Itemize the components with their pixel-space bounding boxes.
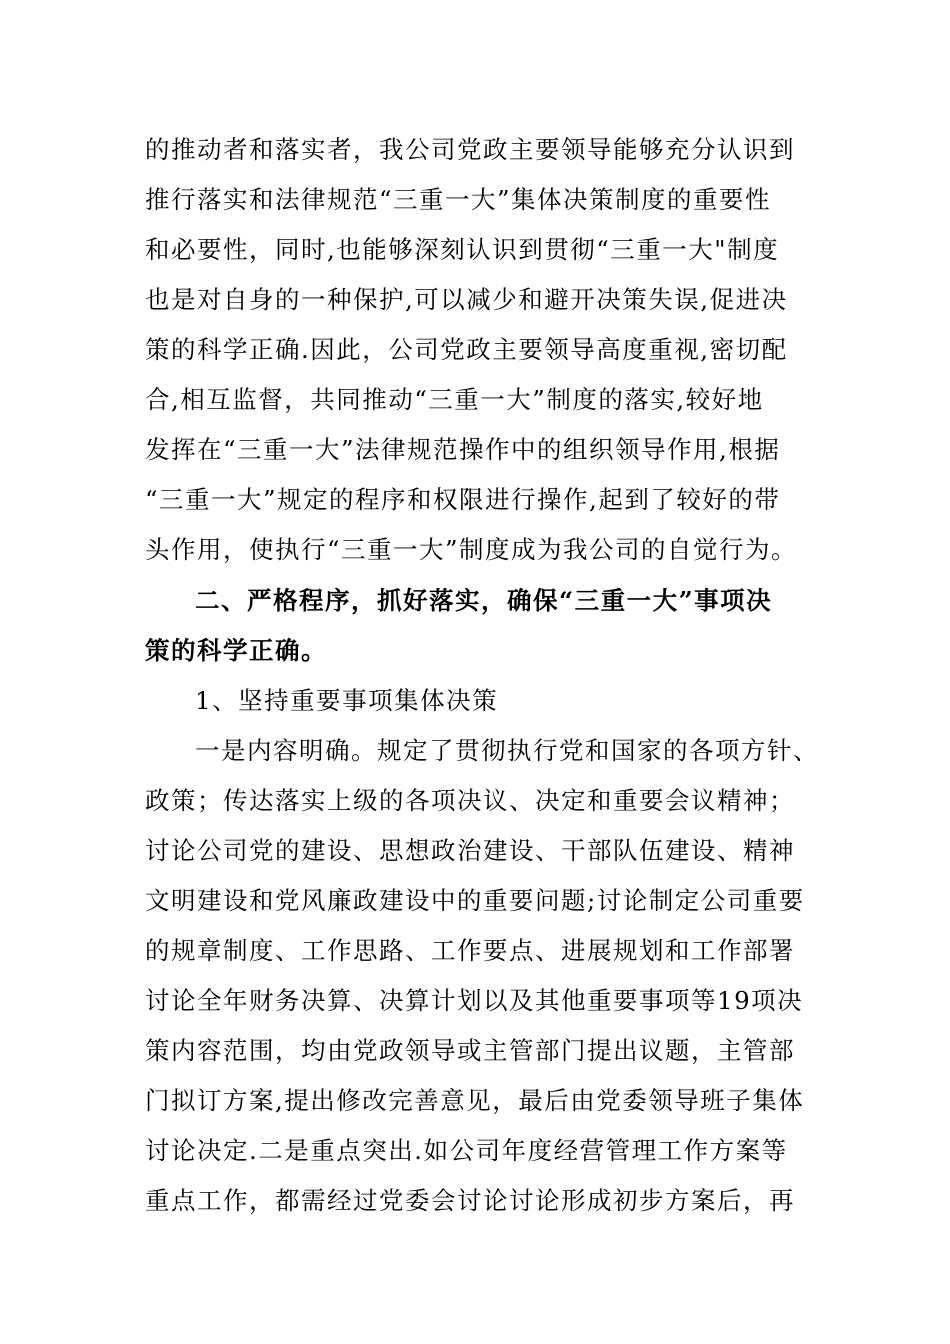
body-text-line: 一是内容明确。规定了贯彻执行党和国家的各项方针、	[195, 736, 819, 765]
body-text-line: 讨论全年财务决算、决算计划以及其他重要事项等19项决	[145, 986, 804, 1015]
section-heading-continuation: 策的科学正确。	[145, 636, 327, 665]
body-text-line: “三重一大”规定的程序和权限进行操作,起到了较好的带	[145, 485, 781, 514]
subsection-heading: 1、坚持重要事项集体决策	[195, 686, 499, 715]
body-text-line: 策的科学正确.因此，公司党政主要领导高度重视,密切配	[145, 335, 788, 364]
body-text-line: 推行落实和法律规范“三重一大”集体决策制度的重要性	[145, 185, 772, 214]
body-text-line: 合,相互监督，共同推动“三重一大”制度的落实,较好地	[145, 385, 764, 414]
body-text-line: 的推动者和落实者，我公司党政主要领导能够充分认识到	[145, 135, 795, 164]
body-text-line: 政策；传达落实上级的各项决议、决定和重要会议精神；	[145, 786, 795, 815]
body-text-line: 头作用，使执行“三重一大”制度成为我公司的自觉行为。	[145, 535, 798, 564]
body-text-line: 讨论决定.二是重点突出.如公司年度经营管理工作方案等	[145, 1136, 788, 1165]
section-heading: 二、严格程序，抓好落实，确保“三重一大”事项决	[195, 586, 773, 615]
body-text-line: 发挥在“三重一大”法律规范操作中的组织领导作用,根据	[145, 435, 781, 464]
body-text-line: 门拟订方案,提出修改完善意见，最后由党委领导班子集体	[145, 1086, 805, 1115]
body-text-line: 也是对自身的一种保护,可以减少和避开决策失误,促进决	[145, 285, 788, 314]
body-text-line: 讨论公司党的建设、思想政治建设、干部队伍建设、精神	[145, 836, 795, 865]
body-text-line: 重点工作，都需经过党委会讨论讨论形成初步方案后，再	[145, 1186, 795, 1215]
body-text-line: 和必要性，同时,也能够深刻认识到贯彻“三重一大"制度	[145, 235, 780, 264]
body-text-line: 策内容范围，均由党政领导或主管部门提出议题，主管部	[145, 1036, 795, 1065]
body-text-line: 的规章制度、工作思路、工作要点、进展规划和工作部署	[145, 936, 795, 965]
body-text-line: 文明建设和党风廉政建设中的重要问题;讨论制定公司重要	[145, 886, 805, 915]
